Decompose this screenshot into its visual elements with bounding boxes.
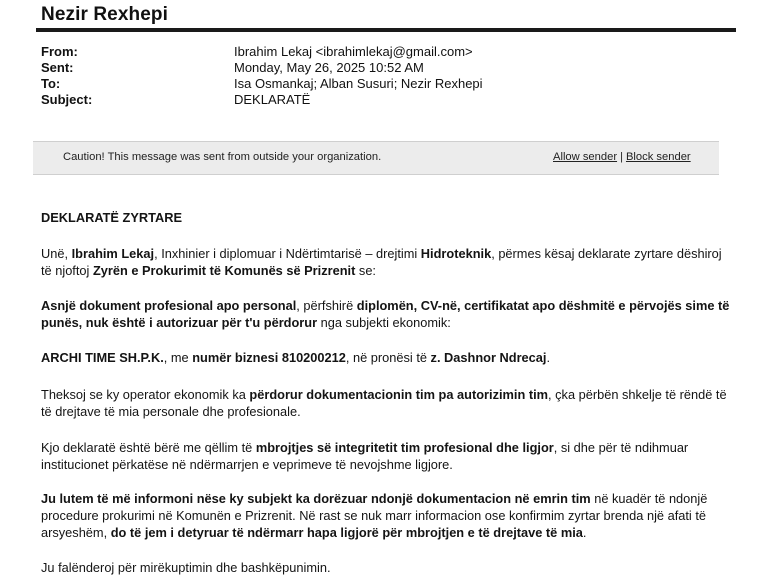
text-segment: se: (355, 263, 376, 278)
sent-value: Monday, May 26, 2025 10:52 AM (234, 60, 424, 75)
text-segment: . (582, 525, 587, 540)
block-sender-link[interactable]: Block sender (625, 151, 691, 163)
text-segment: nga subjekti ekonomik: (317, 315, 451, 330)
text-segment: , si dhe për të ndihmuar institucionet përkatëse në ndërmarrjen e veprimeve të nevojshme ligjore. (41, 440, 689, 472)
to-value: Isa Osmankaj; Alban Susuri; Nezir Rexhepi (234, 76, 483, 91)
mailbox-owner-name: Nezir Rexhepi (41, 4, 168, 25)
paragraph-1 (41, 245, 731, 279)
from-value: Ibrahim Lekaj <ibrahimlekaj@gmail.com> (234, 44, 473, 59)
allow-sender-link[interactable]: Allow sender (553, 151, 618, 163)
header-divider (36, 28, 736, 32)
business-number: numër biznesi 810200212 (192, 350, 346, 365)
text-segment: , Inxhinier i diplomuar i Ndërtimtarisë – drejtimi (154, 246, 421, 261)
field-emphasis: Hidroteknik (420, 246, 492, 261)
text-segment: Theksoj se ky operator ekonomik ka (41, 387, 250, 402)
owner-name: z. Dashnor Ndrecaj (430, 350, 547, 365)
declaration-title: DEKLARATË ZYRTARE (41, 210, 182, 225)
caution-text: Caution! This message was sent from outside your organization. (63, 151, 382, 163)
emphasis: Asnjë dokument profesional apo personal (41, 298, 297, 313)
subject-value: DEKLARATË (234, 92, 311, 107)
link-separator: | (620, 151, 623, 163)
paragraph-2 (41, 297, 731, 331)
text-segment: Unë, (41, 246, 72, 261)
paragraph-6 (41, 490, 731, 541)
sender-actions (553, 151, 691, 163)
paragraph-5 (41, 439, 731, 473)
emphasis: do të jem i detyruar të ndërmarr hapa ligjorë për mbrojtjen e të drejtave të mia (110, 525, 583, 540)
text-segment: , me (163, 350, 193, 365)
external-sender-banner (33, 141, 719, 175)
text-segment: , përmes kësaj deklarate zyrtare dëshiroj të njoftoj (41, 246, 722, 278)
from-label: From: (41, 44, 78, 59)
name-emphasis: Ibrahim Lekaj (71, 246, 155, 261)
to-label: To: (41, 76, 61, 91)
text-segment: , në pronësi të (345, 350, 431, 365)
paragraph-3 (41, 349, 731, 366)
paragraph-7: Ju falënderoj për mirëkuptimin dhe bashkëpunimin. (41, 560, 331, 575)
text-segment: në kuadër të ndonjë procedure prokurimi në Komunën e Prizrenit. Në rast se nuk marr informacion ose konfirmim zyrtar brenda një afati të arsyeshëm, (41, 491, 708, 540)
text-segment: Kjo deklaratë është bërë me qëllim të (41, 440, 256, 455)
paragraph-4 (41, 386, 731, 420)
office-emphasis: Zyrën e Prokurimit të Komunës së Prizrenit (92, 263, 356, 278)
subject-label: Subject: (41, 92, 93, 107)
emphasis: mbrojtjes së integritetit tim profesional dhe ligjor (255, 440, 554, 455)
company-name: ARCHI TIME SH.P.K. (41, 350, 164, 365)
emphasis: diplomën, CV-në, certifikatat apo dëshmitë e përvojës sime të punës, nuk është i autorizuar për t'u përdorur (41, 298, 730, 330)
emphasis: përdorur dokumentacionin tim pa autorizimin tim (249, 387, 549, 402)
text-segment: , çka përbën shkelje të rëndë të të drejtave të mia personale dhe profesionale. (41, 387, 727, 419)
emphasis: Ju lutem të më informoni nëse ky subjekt ka dorëzuar ndonjë dokumentacion në emrin tim (41, 491, 591, 506)
text-segment: , përfshirë (296, 298, 357, 313)
sent-label: Sent: (41, 60, 74, 75)
text-segment: . (546, 350, 551, 365)
